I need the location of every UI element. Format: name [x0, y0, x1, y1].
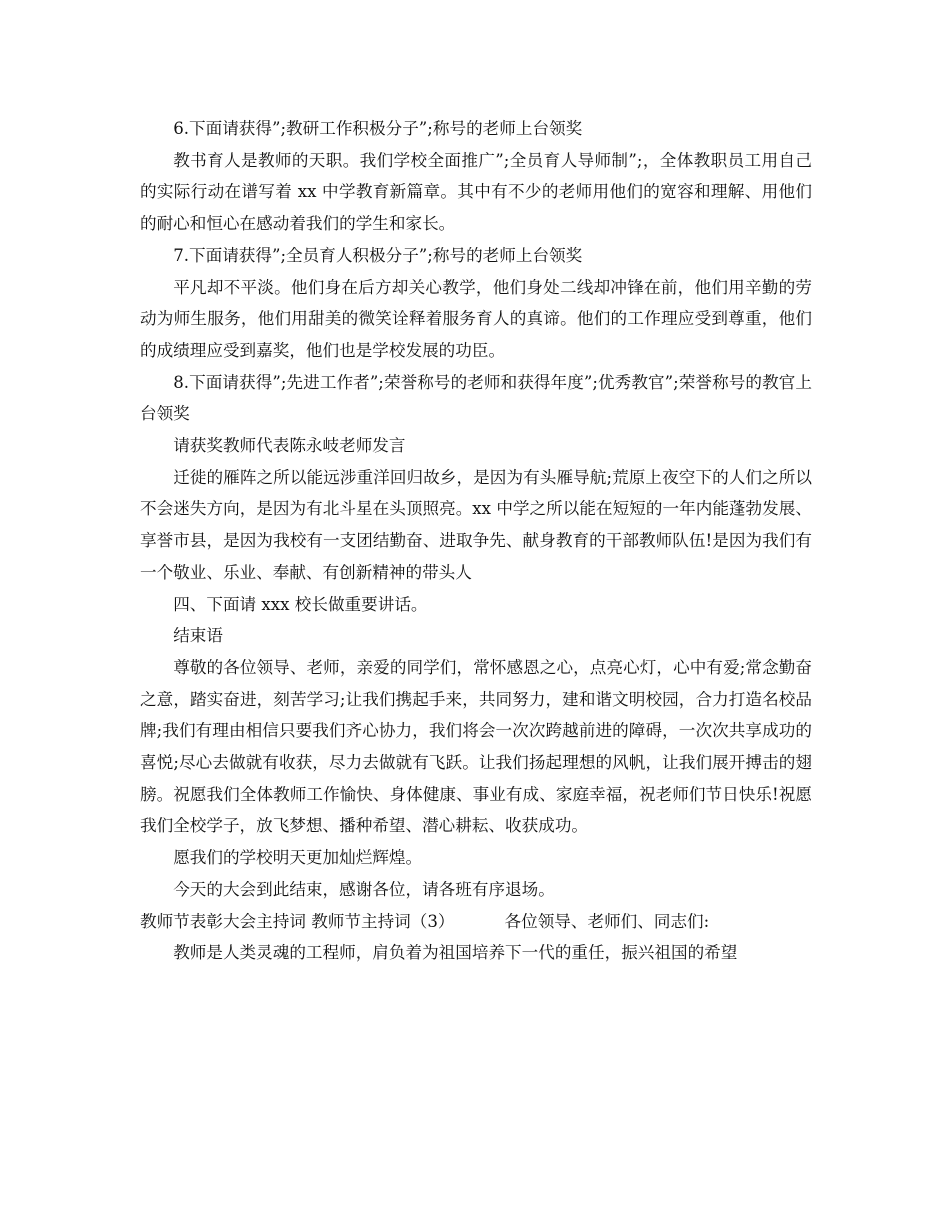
- document-body: [140, 113, 812, 969]
- paragraph-closing-remarks: 尊敬的各位领导、老师，亲爱的同学们，常怀感恩之心，点亮心灯，心中有爱;常念勤奋之意，踏实奋进，刻苦学习;让我们携起手来，共同努力，建和谐文明校园，合力打造名校品牌;我们有理由相信只要我们齐心协力，我们将会一次次跨越前进的障碍，一次次共享成功的喜悦;尽心去做就有收获，尽力去做就有飞跃。让我们扬起理想的风帆，让我们展开搏击的翅膀。祝愿我们全体教师工作愉快、身体健康、事业有成、家庭幸福，祝老师们节日快乐!祝愿我们全校学子，放飞梦想、播种希望、潜心耕耘、收获成功。: [140, 657, 812, 836]
- paragraph-award-7: 7.下面请获得”;全员育人积极分子”;称号的老师上台领奖: [173, 245, 583, 265]
- section-greeting: 各位领导、老师们、同志们:: [504, 911, 710, 931]
- paragraph-ordinary: 平凡却不平淡。他们身在后方却关心教学，他们身处二线却冲锋在前，他们用辛勤的劳动为师生服务，他们用甜美的微笑诠释着服务育人的真谛。他们的工作理应受到尊重，他们的成绩理应受到嘉奖，他们也是学校发展的功臣。: [140, 277, 812, 360]
- paragraph-award-6: 6.下面请获得”;教研工作积极分子”;称号的老师上台领奖: [173, 119, 583, 138]
- paragraph-teacher-engineer: 教师是人类灵魂的工程师，肩负着为祖国培养下一代的重任，振兴祖国的希望: [173, 943, 738, 963]
- section-title: 教师节表彰大会主持词 教师节主持词（3）: [140, 911, 455, 931]
- paragraph-principal-speech: 四、下面请 xxx 校长做重要讲话。: [173, 594, 428, 614]
- paragraph-speech-invite: 请获奖教师代表陈永岐老师发言: [173, 436, 406, 456]
- section-heading-line: [140, 906, 812, 938]
- paragraph-award-8: 8.下面请获得”;先进工作者”;荣誉称号的老师和获得年度”;优秀教官”;荣誉称号的教官上台领奖: [140, 372, 812, 424]
- paragraph-adjourn: 今天的大会到此结束，感谢各位，请各班有序退场。: [173, 879, 555, 899]
- paragraph-teaching-duty: 教书育人是教师的天职。我们学校全面推广”;全员育人导师制”;，全体教职员工用自己的实际行动在谱写着 xx 中学教育新篇章。其中有不少的老师用他们的宽容和理解、用他们的耐心和恒心在感动着我们的学生和家长。: [140, 150, 812, 234]
- paragraph-closing-heading: 结束语: [173, 626, 223, 646]
- paragraph-goose-formation: 迁徙的雁阵之所以能远涉重洋回归故乡，是因为有头雁导航;荒原上夜空下的人们之所以不会迷失方向，是因为有北斗星在头顶照亮。xx 中学之所以能在短短的一年内能蓬勃发展、享誉市县，是因为我校有一支团结勤奋、进取争先、献身教育的干部教师队伍!是因为我们有一个敬业、乐业、奉献、有创新精神的带头人: [140, 467, 812, 582]
- paragraph-wish: 愿我们的学校明天更加灿烂辉煌。: [173, 848, 423, 868]
